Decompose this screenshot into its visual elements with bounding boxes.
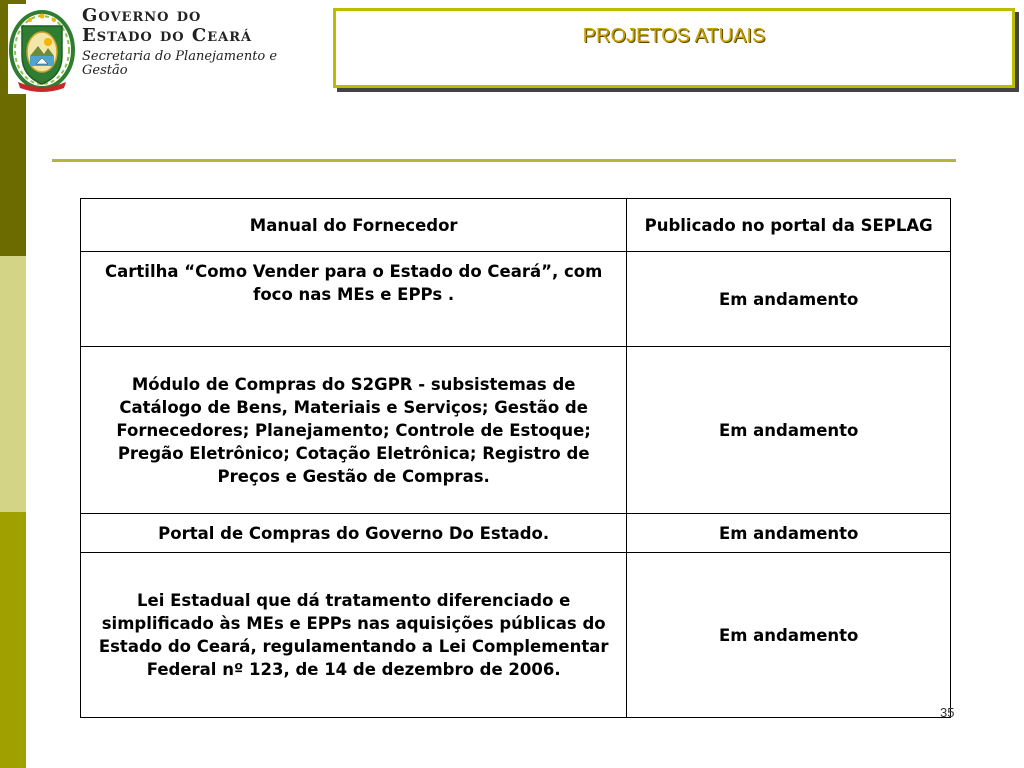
project-cell: Módulo de Compras do S2GPR - subsistemas de Catálogo de Bens, Materiais e Serviços; Gestão de Fornecedores; Planejamento; Controle de Estoque; Pregão Eletrônico; Cotação Eletrônica; Registro de Preços e Gestão de Compras. [81, 347, 627, 514]
left-color-stripe [0, 0, 26, 768]
table-row [81, 252, 951, 347]
table-row [81, 553, 951, 718]
logo-line-secretaria: Secretaria do Planejamento e [82, 49, 278, 64]
logo-line-governo: Governo do [82, 5, 202, 26]
project-cell: Cartilha “Como Vender para o Estado do Ceará”, com foco nas MEs e EPPs . [81, 252, 627, 347]
title-divider-line [52, 159, 956, 162]
government-logo [8, 4, 278, 96]
slide-title-box [333, 8, 1015, 88]
stripe-segment-light [0, 256, 26, 512]
table-header-cell: Manual do Fornecedor [81, 199, 627, 252]
logo-line-gestao: Gestão [82, 63, 128, 78]
status-cell: Em andamento [627, 252, 951, 347]
table-row [81, 514, 951, 553]
projects-table [80, 198, 951, 718]
status-cell: Em andamento [627, 553, 951, 718]
slide-title: PROJETOS ATUAIS [582, 25, 766, 47]
table-row [81, 347, 951, 514]
logo-line-estado: Estado do Ceará [82, 25, 253, 46]
status-cell: Em andamento [627, 514, 951, 553]
page-number: 35 [940, 705, 955, 720]
project-cell: Lei Estadual que dá tratamento diferenciado e simplificado às MEs e EPPs nas aquisições públicas do Estado do Ceará, regulamentando a Lei Complementar Federal nº 123, de 14 de dezembro de 2006. [81, 553, 627, 718]
table-header-row [81, 199, 951, 252]
project-cell: Portal de Compras do Governo Do Estado. [81, 514, 627, 553]
table-header-cell: Publicado no portal da SEPLAG [627, 199, 951, 252]
logo-text [82, 6, 282, 78]
stripe-segment-olive [0, 512, 26, 768]
status-cell: Em andamento [627, 347, 951, 514]
state-coat-of-arms-icon [8, 4, 76, 94]
